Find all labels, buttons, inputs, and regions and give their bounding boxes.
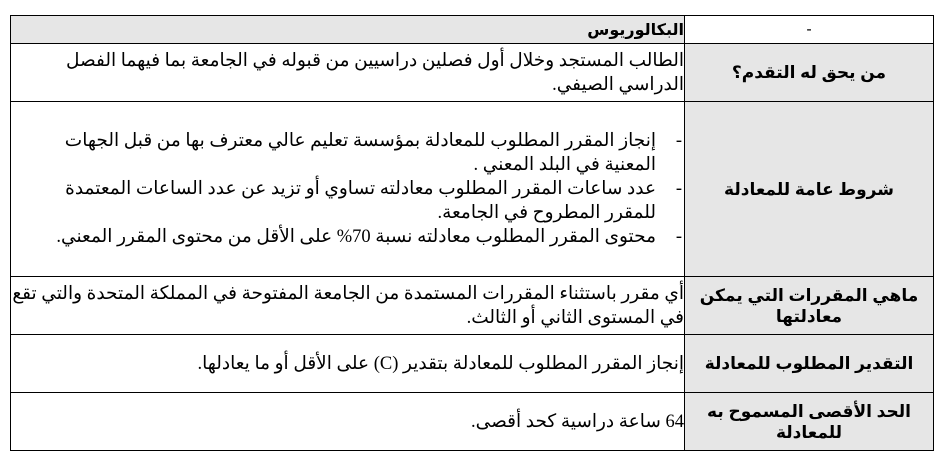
list-item-text: محتوى المقرر المطلوب معادلته نسبة 70% على الأقل من محتوى المقرر المعني. (56, 227, 656, 247)
row-value-eligibility: الطالب المستجد وخلال أول فصلين دراسيين من قبوله في الجامعة بما فيهما الفصل الدراسي الصيفي. (11, 44, 685, 102)
conditions-list (11, 129, 684, 249)
row-value-max-hours: 64 ساعة دراسية كحد أقصى. (11, 393, 685, 451)
row-label-required-grade: التقدير المطلوب للمعادلة (685, 335, 934, 393)
row-value-required-grade: إنجاز المقرر المطلوب للمعادلة بتقدير (C) على الأقل أو ما يعادلها. (11, 335, 685, 393)
table-row-eligible-courses (11, 277, 934, 335)
equivalency-table (10, 15, 934, 451)
list-item-text: عدد ساعات المقرر المطلوب معادلته تساوي أو تزيد عن عدد الساعات المعتمدة للمقرر المطروح في الجامعة. (65, 179, 656, 223)
table-row-max-hours (11, 393, 934, 451)
bullet-dash: - (675, 179, 682, 199)
row-value-general-conditions (11, 102, 685, 277)
table-header-row (11, 16, 934, 44)
header-value-cell: البكالوريوس (11, 16, 685, 44)
list-item-text: إنجاز المقرر المطلوب للمعادلة بمؤسسة تعليم عالي معترف بها من قبل الجهات المعنية في البلد المعني . (64, 131, 656, 175)
row-label-eligible-courses: ماهي المقررات التي يمكن معادلتها (685, 277, 934, 335)
list-item (11, 225, 684, 249)
list-item (11, 129, 684, 177)
table-row-eligibility (11, 44, 934, 102)
row-value-eligible-courses: أي مقرر باستثناء المقررات المستمدة من الجامعة المفتوحة في المملكة المتحدة والتي تقع في المستوى الثاني أو الثالث. (11, 277, 685, 335)
row-label-max-hours: الحد الأقصى المسموح به للمعادلة (685, 393, 934, 451)
header-label-cell: - (685, 16, 934, 44)
row-label-eligibility: من يحق له التقدم؟ (685, 44, 934, 102)
table-row-general-conditions (11, 102, 934, 277)
bullet-dash: - (675, 131, 682, 151)
list-item (11, 177, 684, 225)
bullet-dash: - (675, 227, 682, 247)
row-label-general-conditions: شروط عامة للمعادلة (685, 102, 934, 277)
table-row-required-grade (11, 335, 934, 393)
